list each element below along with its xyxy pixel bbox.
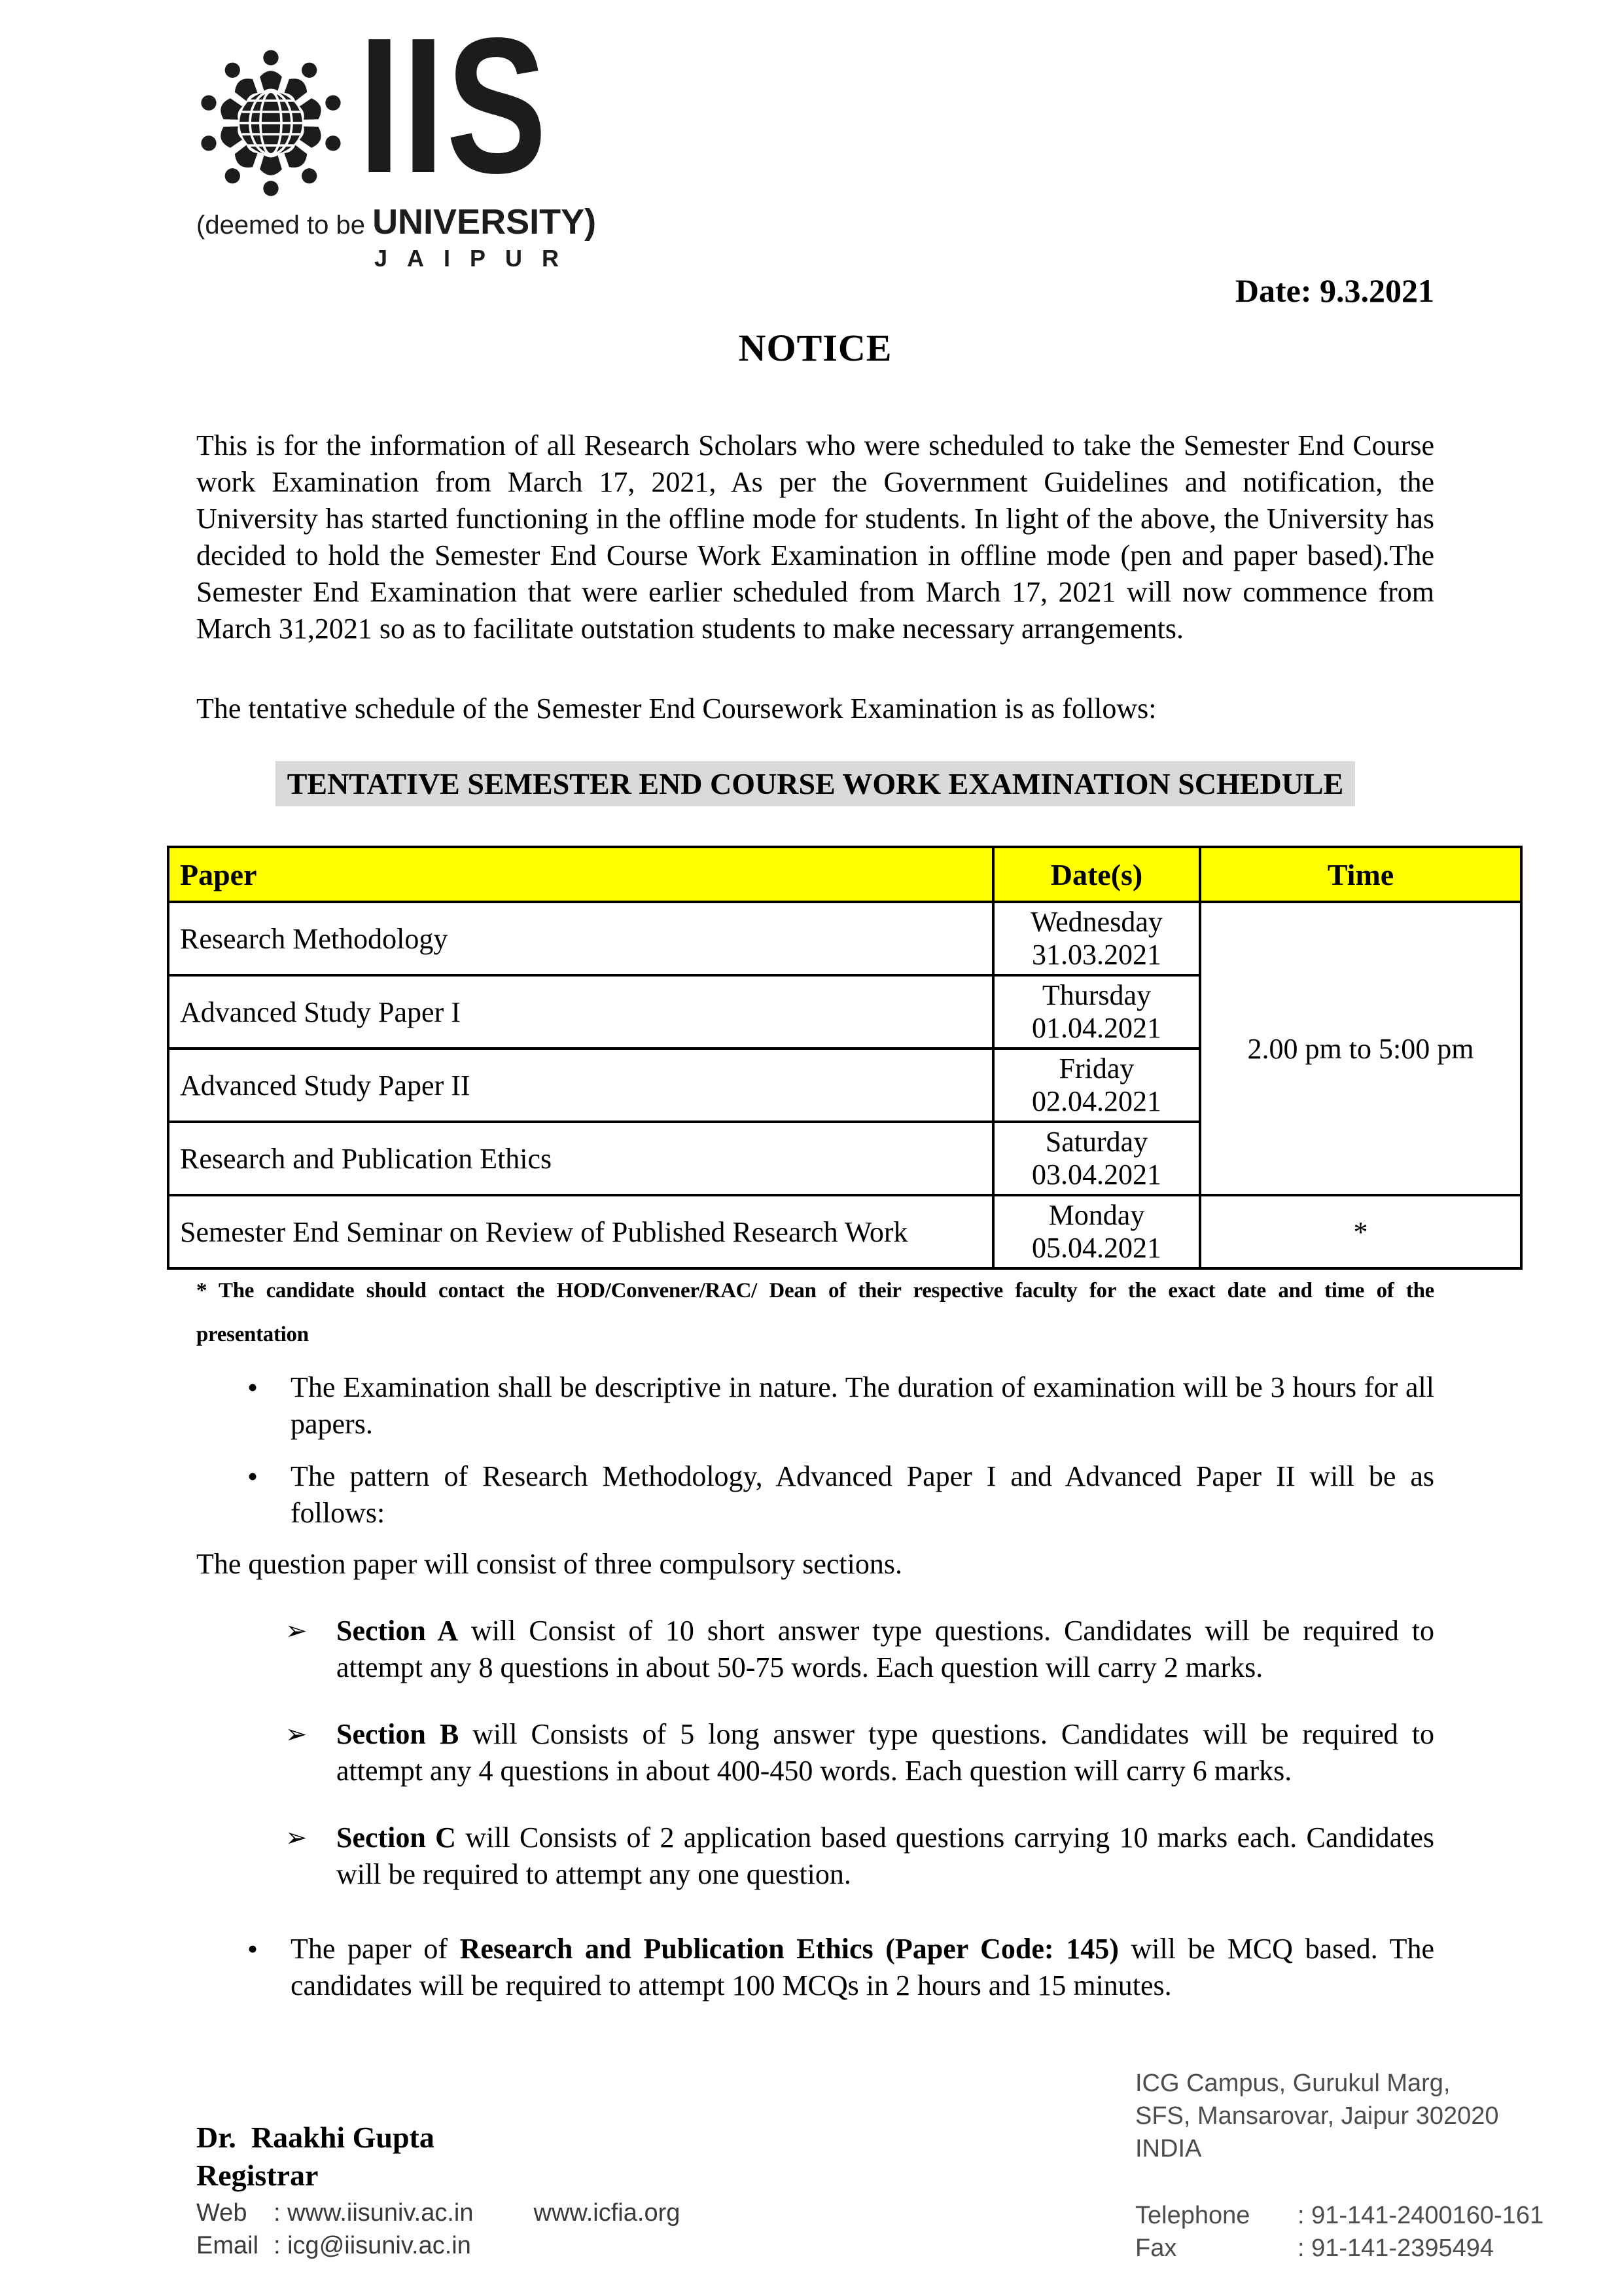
paper-cell: Advanced Study Paper I [168,975,993,1049]
list-item [196,1369,1434,1443]
bullet-icon: • [247,1932,258,1965]
section-label: Section A [336,1615,459,1647]
date-cell [993,1122,1200,1195]
exam-date: 03.04.2021 [1032,1158,1161,1191]
intro-paragraph: This is for the information of all Research Scholars who were scheduled to take the Semester End Course work Examination from March 17, 2021, As per the Government Guidelines and notification, the University has started functioning in the offline mode for students. In light of the above, the University has decided to hold the Semester End Course Work Examination in offline mode (pen and paper based).The Semester End Examination that were earlier scheduled from March 17, 2021 will now commence from March 31,2021 so as to facilitate outstation students to make necessary arrangements. [196,429,1434,645]
address-line: SFS, Mansarovar, Jaipur 302020 [1135,2102,1499,2130]
web-label: Web [196,2199,247,2227]
section-text [336,1716,1434,1789]
exam-day: Friday [1059,1052,1135,1085]
schedule-intro-paragraph: The tentative schedule of the Semester End Coursework Examination is as follows: [196,692,1157,725]
signatory-name: Dr. Raakhi Gupta [196,2121,434,2154]
section-text [336,1613,1434,1686]
signatory-title: Registrar [196,2159,319,2192]
list-item [196,1820,1434,1893]
mcq-bullet-text [291,1931,1434,2004]
paper-cell: Advanced Study Paper II [168,1049,993,1122]
university-logo [196,0,694,272]
sections-intro-line: The question paper will consist of three compulsory sections. [196,1548,902,1580]
arrow-bullet-icon: ➢ [285,1823,308,1853]
table-row [168,1195,1521,1268]
list-item [196,1458,1434,1532]
mcq-paper-name: Research and Publication Ethics (Paper Code: 145) [459,1933,1119,1965]
mcq-text-post: will be MCQ based. The candidates will be required to attempt 100 MCQs in 2 hours and 15 minutes. [291,1933,1434,2001]
section-description: will Consists of 2 application based questions carrying 10 marks each. Candidates will be required to attempt any one question. [336,1821,1435,1890]
exam-day: Wednesday [1031,906,1163,938]
fax-number: : 91-141-2395494 [1297,2234,1494,2262]
arrow-bullet-icon: ➢ [285,1616,308,1646]
logo-university-word: UNIVERSITY) [372,202,597,242]
bullet-icon: • [247,1371,258,1404]
bullet-text: The Examination shall be descriptive in nature. The duration of examination will be 3 hours for all papers. [291,1371,1434,1440]
schedule-table [167,846,1523,1270]
section-text [336,1820,1434,1893]
logo-city: JAIPUR [374,245,579,272]
bullet-icon: • [247,1460,258,1493]
address-line: INDIA [1135,2135,1202,2162]
email-label: Email [196,2232,259,2259]
schedule-table-title: TENTATIVE SEMESTER END COURSE WORK EXAMINATION SCHEDULE [275,761,1356,806]
exam-day: Monday [1048,1199,1145,1231]
exam-date: 02.04.2021 [1032,1085,1161,1117]
date-cell [993,902,1200,975]
section-description: will Consists of 5 long answer type questions. Candidates will be required to attempt any 4 questions in about 400-450 words. Each question will carry 6 marks. [336,1718,1434,1787]
date-cell [993,1049,1200,1122]
fax-label: Fax [1135,2234,1177,2262]
arrow-bullet-icon: ➢ [285,1719,308,1749]
section-description: will Consist of 10 short answer type questions. Candidates will be required to attempt any 8 questions in about 50-75 words. Each question will carry 2 marks. [336,1615,1434,1683]
footer-email-line [196,2229,680,2262]
table-row [168,902,1521,975]
table-header-row [168,847,1521,902]
date-cell [993,1195,1200,1268]
section-label: Section B [336,1718,459,1750]
column-header-dates: Date(s) [993,847,1200,902]
column-header-time: Time [1200,847,1521,902]
shared-time-cell: 2.00 pm to 5:00 pm [1200,902,1521,1195]
paper-cell: Semester End Seminar on Review of Published Research Work [168,1195,993,1268]
footnote-line: presentation [196,1323,309,1346]
web-url-secondary: www.icfia.org [533,2199,680,2227]
globe-with-people-ring-icon [196,48,345,198]
logo-deemed-prefix: (deemed to be [196,211,373,240]
logo-deemed-line [196,202,596,242]
exam-date: 01.04.2021 [1032,1012,1161,1044]
list-item [196,1931,1434,2004]
section-label: Section C [336,1821,456,1854]
paper-cell: Research Methodology [168,902,993,975]
telephone-label: Telephone [1135,2202,1250,2229]
mcq-text-pre: The paper of [291,1933,460,1965]
page-title: NOTICE [738,327,892,369]
telephone-number: : 91-141-2400160-161 [1297,2202,1544,2229]
notice-date: Date: 9.3.2021 [1235,272,1434,309]
bullet-text: The pattern of Research Methodology, Advanced Paper I and Advanced Paper II will be as follows: [291,1460,1434,1529]
footer-address-block [1135,2067,1544,2265]
exam-date: 05.04.2021 [1032,1232,1161,1264]
date-cell [993,975,1200,1049]
exam-day: Thursday [1042,979,1152,1011]
address-line: ICG Campus, Gurukul Marg, [1135,2070,1451,2097]
footer-fax-line [1135,2232,1544,2265]
table-footnote [196,1279,1434,1347]
logo-acronym: IIS [359,0,549,213]
exam-date: 31.03.2021 [1032,939,1161,971]
web-url: : www.iisuniv.ac.in [274,2199,474,2227]
list-item [196,1613,1434,1686]
footer-telephone-line [1135,2199,1544,2232]
seminar-time-cell: * [1200,1195,1521,1268]
footnote-line: * The candidate should contact the HOD/Convener/RAC/ Dean of their respective faculty for the exact date and time of the [196,1279,1434,1302]
footer-web-line [196,2197,680,2229]
email-address: : icg@iisuniv.ac.in [274,2232,471,2259]
list-item [196,1716,1434,1789]
paper-cell: Research and Publication Ethics [168,1122,993,1195]
column-header-paper: Paper [168,847,993,902]
exam-day: Saturday [1045,1126,1148,1158]
footer-web-email-block [196,2197,680,2262]
